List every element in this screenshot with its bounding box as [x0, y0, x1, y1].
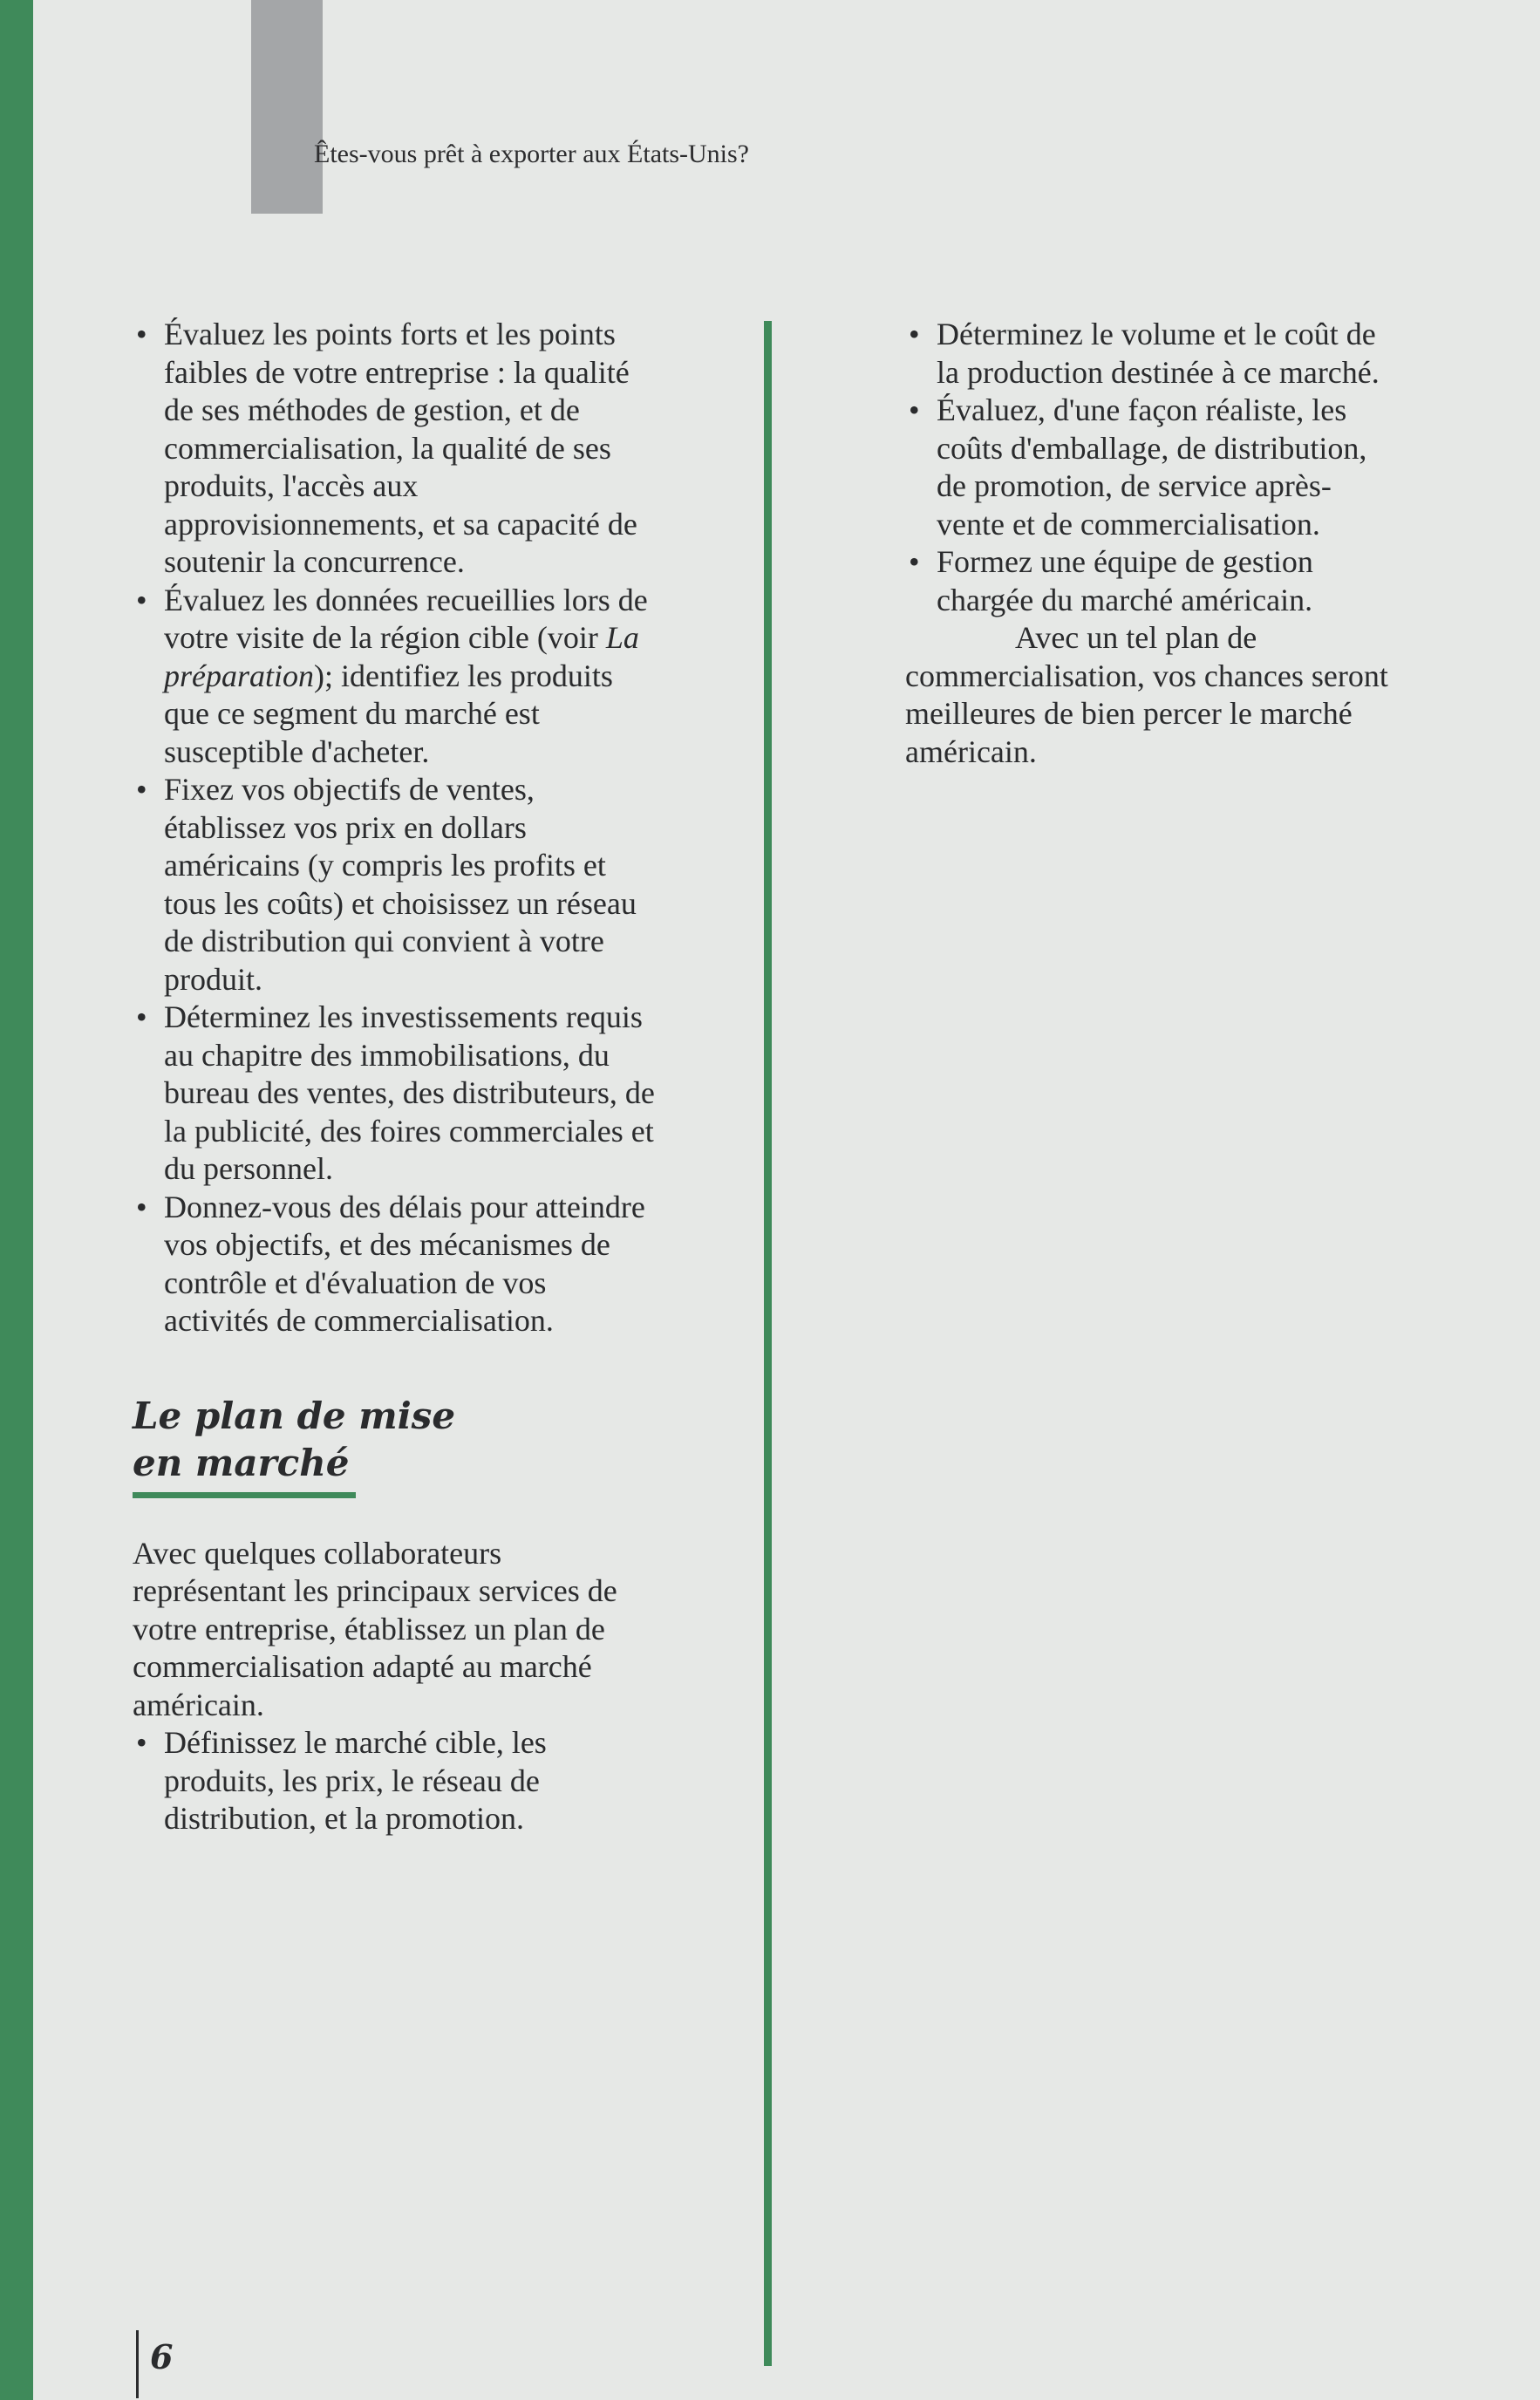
bullet-text: ); identifiez les produits que ce segment du marché est susceptible d'acheter. [164, 658, 613, 769]
section-intro: Avec quelques collaborateurs représentant les principaux services de votre entreprise, établissez un plan de commercialisation adapté au marché américain. [133, 1535, 617, 1722]
section-heading [133, 1393, 656, 1487]
green-page-edge [0, 0, 33, 2400]
closing-paragraph: Avec un tel plan de commercialisation, vos chances seront meilleures de bien percer le marché américain. [905, 620, 1388, 769]
running-head: Êtes-vous prêt à exporter aux États-Unis? [314, 140, 749, 168]
page-number-rule [136, 2330, 139, 2398]
bullet-item: • Évaluez, d'une façon réaliste, les coûts d'emballage, de distribution, de promotion, de service après-vente et de commercialisation. [905, 392, 1393, 543]
column-divider [764, 321, 772, 2366]
cross-reference-link: La préparation [164, 620, 639, 693]
section-heading-line: Le plan de mise [133, 1394, 456, 1437]
heading-underline [133, 1492, 356, 1498]
right-column [905, 316, 1393, 771]
section-heading-line: en marché [133, 1441, 350, 1484]
bullet-item: • Évaluez les points forts et les points faibles de votre entreprise : la qualité de ses méthodes de gestion, et de commercialisation, la qualité de ses produits, l'accès aux approvisionnements, et sa capacité de soutenir la concurrence. [133, 316, 656, 582]
bullet-item: • Formez une équipe de gestion chargée du marché américain. [905, 543, 1393, 619]
left-column [133, 316, 656, 1838]
bullet-item: • Définissez le marché cible, les produits, les prix, le réseau de distribution, et la promotion. [133, 1724, 656, 1838]
header-gray-tab [251, 0, 323, 214]
page-number: 6 [150, 2337, 174, 2376]
bullet-item: • Déterminez les investissements requis au chapitre des immobilisations, du bureau des ventes, des distributeurs, de la publicité, des foires commerciales et du personnel. [133, 999, 656, 1189]
bullet-item: • Déterminez le volume et le coût de la production destinée à ce marché. [905, 316, 1393, 392]
bullet-item: • Donnez-vous des délais pour atteindre vos objectifs, et des mécanismes de contrôle et d'évaluation de vos activités de commercialisation. [133, 1189, 656, 1340]
bullet-item: • Fixez vos objectifs de ventes, établissez vos prix en dollars américains (y compris les profits et tous les coûts) et choisissez un réseau de distribution qui convient à votre produit. [133, 771, 656, 999]
bullet-text: Évaluez les données recueillies lors de votre visite de la région cible (voir [164, 582, 648, 655]
bullet-item [133, 582, 656, 772]
